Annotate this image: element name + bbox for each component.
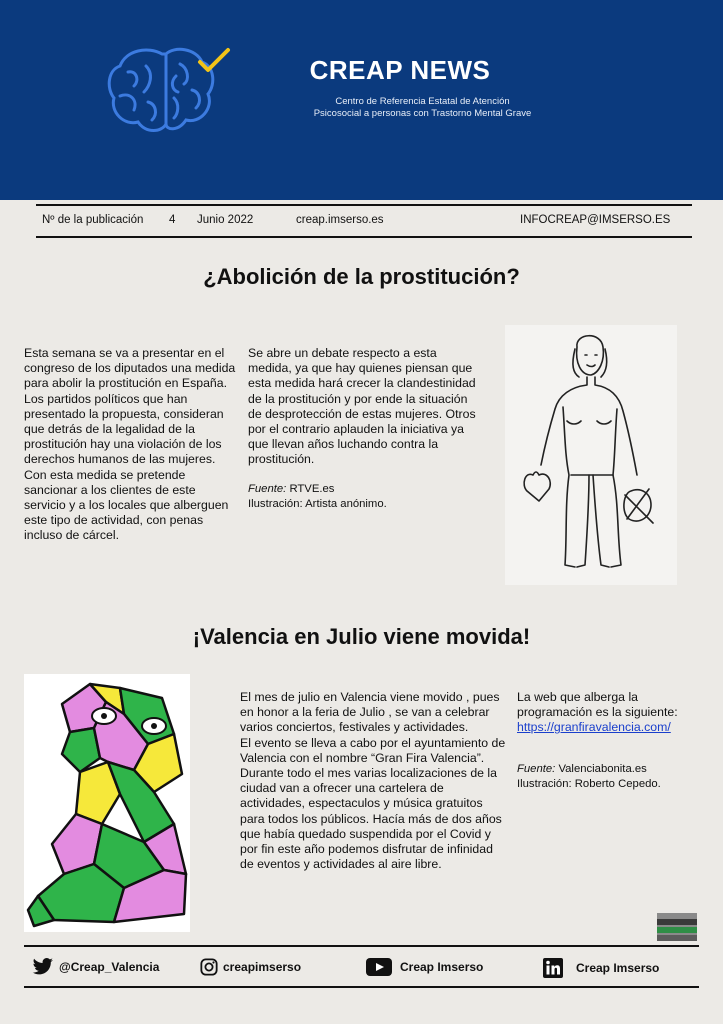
source-value: RTVE.es (286, 482, 335, 495)
article1-illustration-credit: Ilustración: Artista anónimo. (248, 497, 387, 510)
small-thumbnail-image (657, 913, 697, 941)
source-label: Fuente: (248, 482, 287, 495)
masthead-subtitle (250, 96, 595, 120)
woman-drawing-illustration (505, 325, 677, 585)
article2-text-3: Durante todo el mes varias localizaciones de la ciudad van a ofrecer una cartelera de actividades, espectaculos y música gratuitos para todos los públicos. Hacía más de dos años que había quedado suspendida por el Covid y por fin este año podemos disfrutar de infinidad de eventos y actividades al aire libre. (240, 766, 502, 872)
publication-label: Nº de la publicación (42, 214, 144, 226)
subtitle-line-1: Centro de Referencia Estatal de Atención (335, 96, 510, 107)
article1-source (248, 482, 476, 497)
twitter-icon (32, 958, 54, 976)
article1-text-2: Se abre un debate respecto a esta medida, ya que hay quienes piensan que esta medida hará crecer la clandestinidad de la prostitución y por ende la situación de desprotección de estas mujeres. Otros por el contrario aplauden la iniciativa ya que llevan años luchando contra la prostitución. (248, 346, 476, 467)
instagram-handle[interactable] (200, 958, 301, 976)
source-value: Valenciabonita.es (555, 762, 647, 775)
instagram-handle-text: creapimserso (223, 960, 302, 974)
linkedin-profile-text: Creap Imserso (576, 961, 660, 975)
article2-text-2: El evento se lleva a cabo por el ayuntamiento de Valencia con el nombre “Gran Fira Valencia”. (240, 735, 506, 765)
instagram-icon (200, 958, 218, 976)
youtube-channel[interactable] (366, 958, 483, 976)
article1-title: ¿Abolición de la prostitución? (203, 264, 520, 289)
youtube-icon (366, 958, 392, 976)
article2-source (517, 762, 703, 777)
web-intro-text: La web que alberga la programación es la siguiente: (517, 690, 678, 720)
footer-bottom-rule (24, 986, 699, 988)
subtitle-line-2: Psicosocial a personas con Trastorno Mental Grave (313, 108, 532, 119)
twitter-handle[interactable] (32, 958, 159, 976)
source-label: Fuente: (517, 762, 556, 775)
article2-column-1 (240, 690, 508, 872)
article2-title: ¡Valencia en Julio viene movida! (192, 624, 531, 649)
masthead-title: CREAP NEWS (309, 55, 491, 85)
issue-info-bar (36, 204, 692, 238)
article1-column-1 (24, 346, 236, 544)
publication-number: 4 (169, 214, 176, 226)
youtube-channel-text: Creap Imserso (400, 960, 484, 974)
colorful-figure-illustration (24, 674, 190, 932)
article1-column-2 (248, 346, 476, 512)
issue-date: Junio 2022 (197, 214, 254, 226)
brain-check-logo (104, 40, 234, 140)
article1-text-1: Esta semana se va a presentar en el congreso de los diputados una medida para abolir la prostitución en España. Los partidos políticos que han presentado la propuesta, consideran que detrás de la legalidad de la prostitución hay una violación de los derechos humanos de las mujeres. Con esta medida se pretende sancionar a los clientes de este servicio y a los locales que alberguen este tipo de actividad, con penas incluso de cárcel. (24, 346, 236, 543)
footer-top-rule (24, 945, 699, 947)
linkedin-icon (543, 958, 563, 978)
article2-column-2 (517, 690, 703, 792)
contact-email: INFOCREAP@IMSERSO.ES (520, 214, 671, 226)
article2-text-1: El mes de julio en Valencia viene movido , pues en honor a la feria de Julio , se van a celebrar varios conciertos, festivales y actividades. (240, 690, 500, 735)
website-text: creap.imserso.es (296, 214, 384, 226)
article2-illustration-credit: Ilustración: Roberto Cepedo. (517, 777, 661, 790)
masthead (0, 0, 723, 200)
granfira-link[interactable]: https://granfiravalencia.com/ (517, 720, 671, 735)
linkedin-profile[interactable] (543, 958, 659, 978)
twitter-handle-text: @Creap_Valencia (59, 960, 160, 974)
